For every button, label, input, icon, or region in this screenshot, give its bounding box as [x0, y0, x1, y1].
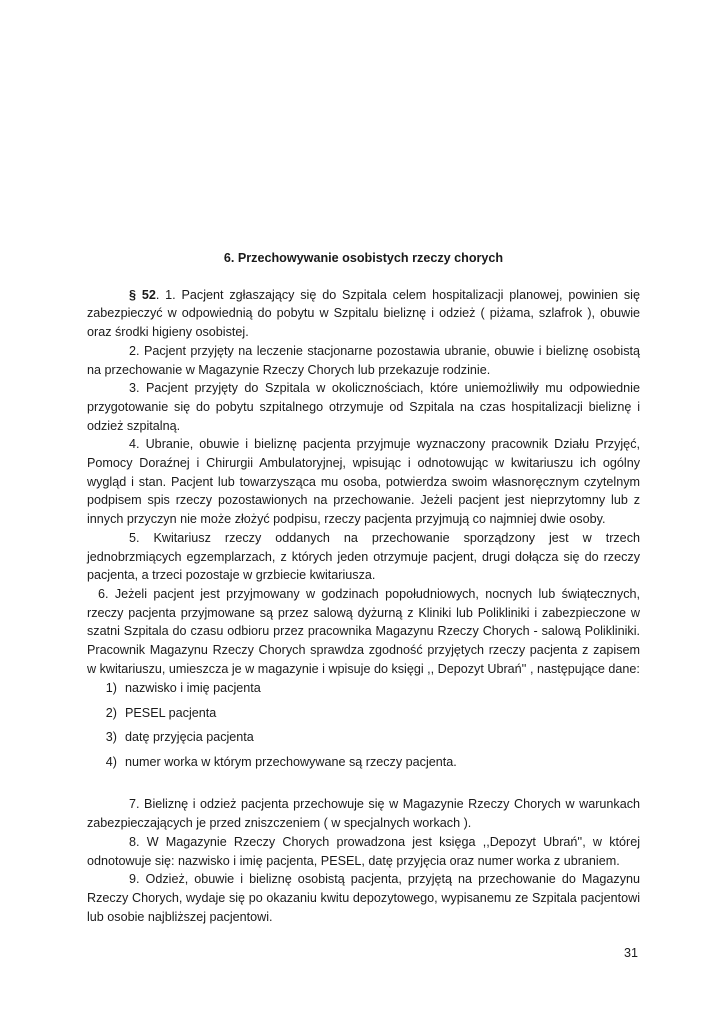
list-item-text: nazwisko i imię pacjenta [125, 681, 261, 696]
list-item-text: numer worka w którym przechowywane są rzeczy pacjenta. [125, 754, 457, 769]
paragraph-6: 6. Jeżeli pacjent jest przyjmowany w godzinach popołudniowych, nocnych lub świątecznych, rzeczy pacjenta przyjmowane są przez salową dyżurną z Kliniki lub Polikliniki i zabezpieczone w szatni Szpitala do czasu odbioru przez pracownika Magazynu Rzeczy Chorych - salową Polikliniki. Pracownik Magazynu Rzeczy Chorych sprawdza zgodność przyjętych rzeczy pacjenta z zapisem w kwitariuszu, umieszcza je w magazynie i wpisuje do księgi ,, Depozyt Ubrań'' , następujące dane: [87, 586, 640, 676]
paragraph-1-text: . 1. Pacjent zgłaszający się do Szpitala celem hospitalizacji planowej, powinien się zabezpieczyć w odpowiednią do pobytu w Szpitalu bieliznę i odzież ( piżama, szlafrok ), obuwie oraz środki higieny osobistej. [87, 287, 640, 340]
list-item-number: 3) [105, 730, 117, 745]
list-item [87, 679, 640, 704]
list-item-number: 1) [105, 681, 117, 696]
page-number: 31 [623, 946, 638, 960]
spacer [87, 777, 640, 795]
paragraph-8: 8. W Magazynie Rzeczy Chorych prowadzona jest księga ,,Depozyt Ubrań'', w której odnotowuje się: nazwisko i imię pacjenta, PESEL, datę przyjęcia oraz numer worka z ubraniem. [87, 834, 640, 868]
list-item [87, 753, 640, 778]
paragraph-7: 7. Bieliznę i odzież pacjenta przechowuje się w Magazynie Rzeczy Chorych w warunkach zabezpieczających je przed zniszczeniem ( w specjalnych workach ). [87, 797, 640, 831]
section-mark: § 52 [129, 287, 156, 302]
paragraph-1 [87, 286, 640, 342]
paragraph-5: 5. Kwitariusz rzeczy oddanych na przechowanie sporządzony jest w trzech jednobrzmiących egzemplarzach, z których jeden otrzymuje pacjent, drugi dołącza się do rzeczy pacjenta, a trzeci pozostaje w grzbiecie kwitariusza. [87, 530, 640, 583]
paragraph-2: 2. Pacjent przyjęty na leczenie stacjonarne pozostawia ubranie, obuwie i bieliznę osobistą na przechowanie w Magazynie Rzeczy Chorych lub przekazuje rodzinie. [87, 343, 640, 377]
data-list [87, 679, 640, 777]
paragraph-3: 3. Pacjent przyjęty do Szpitala w okolicznościach, które uniemożliwiły mu odpowiednie przygotowanie się do pobytu szpitalnego otrzymuje od Szpitala na czas hospitalizacji bieliznę i odzież szpitalną. [87, 381, 640, 433]
list-item-text: datę przyjęcia pacjenta [125, 730, 254, 745]
paragraph-9: 9. Odzież, obuwie i bieliznę osobistą pacjenta, przyjętą na przechowanie do Magazynu Rzeczy Chorych, wydaje się po okazaniu kwitu depozytowego, wypisanemu ze Szpitala pacjentowi lub osobie najbliższej pacjentowi. [87, 872, 640, 924]
list-item [87, 728, 640, 753]
page-content [87, 249, 640, 926]
list-item-text: PESEL pacjenta [125, 705, 217, 720]
paragraph-4: 4. Ubranie, obuwie i bieliznę pacjenta przyjmuje wyznaczony pracownik Działu Przyjęć, Pomocy Doraźnej i Chirurgii Ambulatoryjnej, wpisując i odnotowując w kwitariuszu ich ogólny wygląd i stan. Pacjent lub towarzysząca mu osoba, potwierdza swoim własnoręcznym czytelnym podpisem spis rzeczy pozostawionych na przechowanie. Jeżeli pacjent jest nieprzytomny lub z innych przyczyn nie może złożyć podpisu, rzeczy pacjenta przyjmują co najmniej dwie osoby. [87, 437, 640, 527]
list-item [87, 704, 640, 729]
list-item-number: 4) [105, 754, 117, 769]
section-heading: 6. Przechowywanie osobistych rzeczy chorych [223, 251, 504, 265]
list-item-number: 2) [105, 705, 117, 720]
